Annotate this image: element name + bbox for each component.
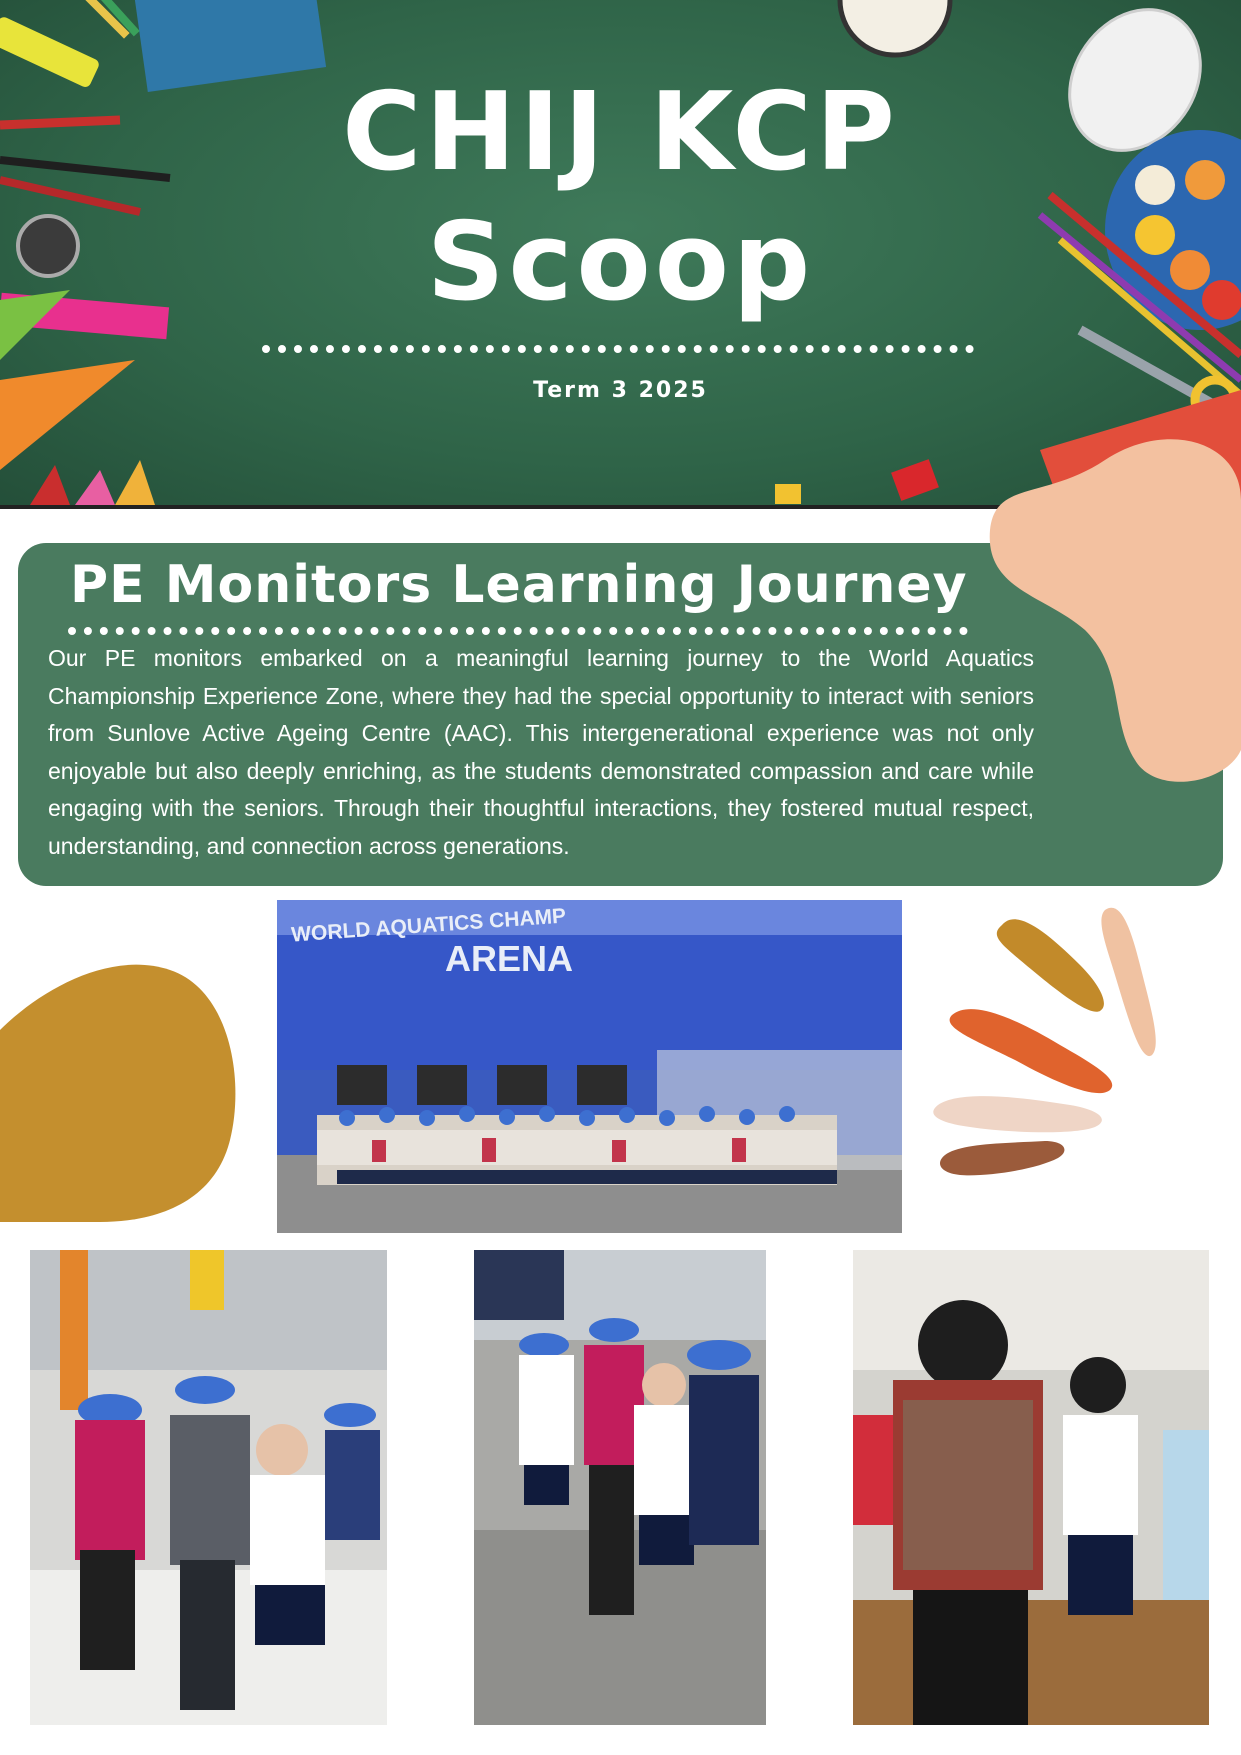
- mustard-blob-decoration: [0, 960, 245, 1225]
- brush-stroke-orange: [950, 1009, 1113, 1093]
- lego-brick-yellow-icon: [775, 484, 801, 504]
- brush-stroke-mustard: [997, 919, 1104, 1011]
- outdoor-walk-photo: [474, 1250, 766, 1725]
- lego-brick-icon: [891, 459, 939, 501]
- indoor-interaction-photo: [853, 1250, 1209, 1725]
- indoor-interaction-photo-image: [853, 1250, 1209, 1725]
- brush-stroke-peach: [1101, 908, 1155, 1056]
- brush-strokes-decoration: [930, 905, 1160, 1205]
- indoor-walk-photo-image: [30, 1250, 387, 1725]
- arena-sign-line1: WORLD AQUATICS CHAMP: [290, 904, 567, 947]
- arena-group-photo-image: [277, 900, 902, 1233]
- newsletter-title-line1: CHIJ KCP: [342, 70, 899, 195]
- clock-icon: [840, 0, 950, 55]
- term-label: Term 3 2025: [533, 378, 708, 403]
- triangle-ruler-orange: [0, 360, 135, 470]
- colored-pencils-icon: [30, 460, 155, 505]
- article-title: PE Monitors Learning Journey: [70, 555, 968, 615]
- outdoor-walk-photo-image: [474, 1250, 766, 1725]
- arena-sign-line2: ARENA: [445, 938, 574, 979]
- arena-group-photo: [277, 900, 902, 1233]
- article-body: Our PE monitors embarked on a meaningful learning journey to the World Aquatics Championship Experience Zone, where they had the special opportunity to interact with seniors from Sunlove Active Ageing Centre (AAC). This intergenerational experience was not only enjoyable but also deeply enriching, as the students demonstrated compassion and care while engaging with the seniors. Through their thoughtful interactions, they fostered mutual respect, understanding, and connection across generations.: [48, 645, 1034, 859]
- article-dotted-divider: [68, 627, 968, 635]
- pencils-icon: [60, 0, 139, 39]
- newsletter-title-line2: Scoop: [426, 200, 815, 325]
- brush-stroke-brown: [940, 1141, 1064, 1175]
- brush-stroke-light-peach: [933, 1096, 1102, 1132]
- title-dotted-divider: [262, 345, 974, 353]
- indoor-walk-photo: [30, 1250, 387, 1725]
